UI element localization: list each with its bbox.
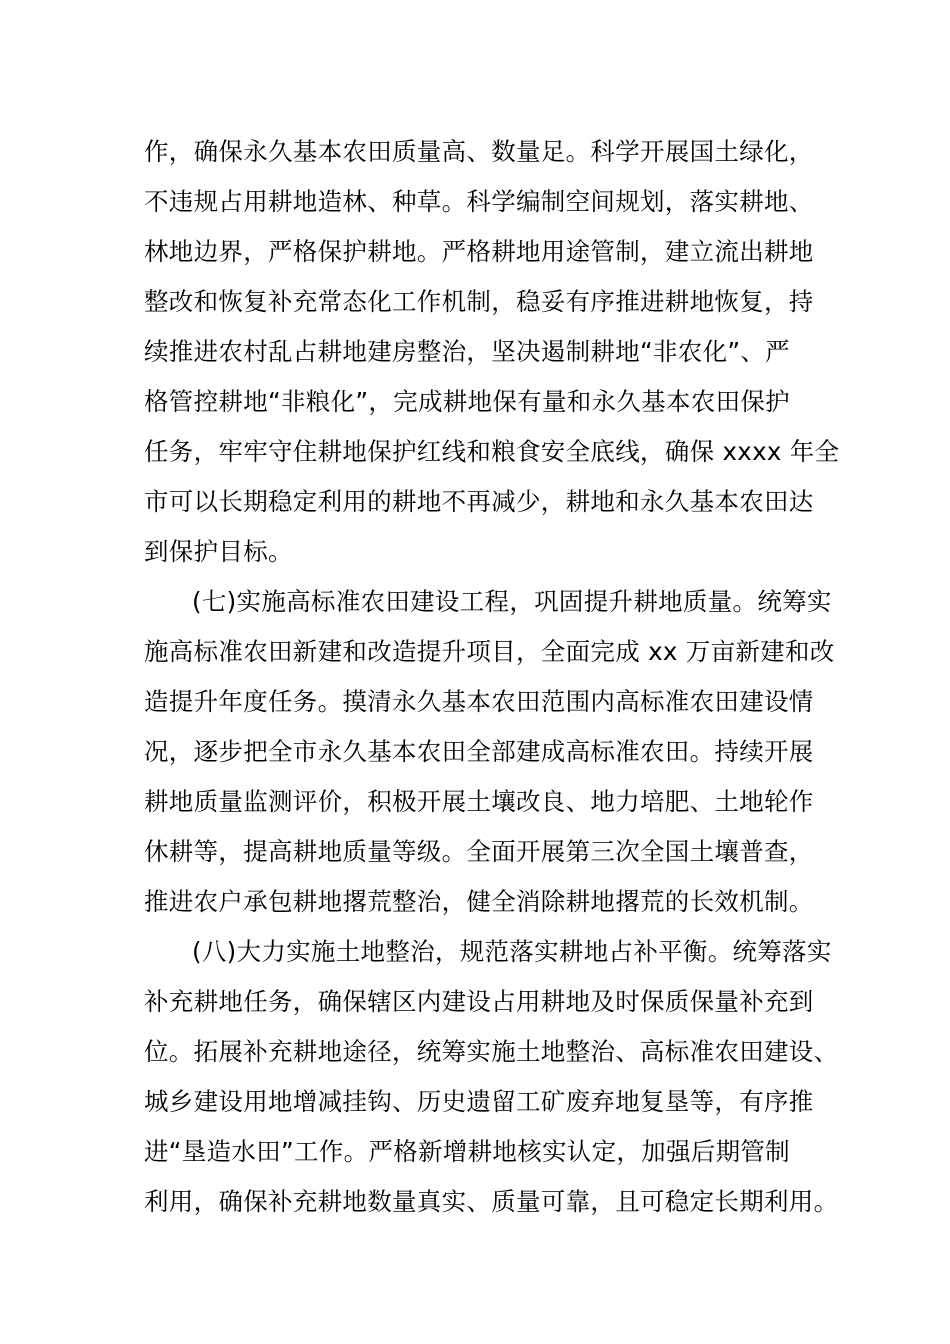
text-line: 造提升年度任务。摸清永久基本农田范围内高标准农田建设情 <box>144 687 814 716</box>
text-line: 不违规占用耕地造林、种草。科学编制空间规划，落实耕地、 <box>144 187 814 216</box>
body-text <box>144 127 840 1227</box>
text-line: 位。拓展补充耕地途径，统筹实施土地整治、高标准农田建设、 <box>144 1037 839 1066</box>
text-line: 续推进农村乱占耕地建房整治，坚决遏制耕地“非农化”、严 <box>144 337 790 366</box>
text-line: 补充耕地任务，确保辖区内建设占用耕地及时保质保量补充到 <box>144 987 814 1016</box>
text-line: 况，逐步把全市永久基本农田全部建成高标准农田。持续开展 <box>144 737 814 766</box>
text-line: 城乡建设用地增减挂钩、历史遗留工矿废弃地复垦等，有序推 <box>144 1087 814 1116</box>
paragraph-start-line: (七)实施高标准农田建设工程，巩固提升耕地质量。统筹实 <box>192 587 832 616</box>
text-line: 利用，确保补充耕地数量真实、质量可靠，且可稳定长期利用。 <box>144 1187 839 1216</box>
text-line: 进“垦造水田”工作。严格新增耕地核实认定，加强后期管制 <box>144 1137 790 1166</box>
paragraph-start-line: (八)大力实施土地整治，规范落实耕地占补平衡。统筹落实 <box>192 937 832 966</box>
text-line: 整改和恢复补充常态化工作机制，稳妥有序推进耕地恢复，持 <box>144 287 814 316</box>
text-line: 市可以长期稳定利用的耕地不再减少，耕地和永久基本农田达 <box>144 487 814 516</box>
text-line: 休耕等，提高耕地质量等级。全面开展第三次全国土壤普查， <box>144 837 814 866</box>
text-line: 作，确保永久基本农田质量高、数量足。科学开展国土绿化， <box>144 137 814 166</box>
text-line: 林地边界，严格保护耕地。严格耕地用途管制，建立流出耕地 <box>144 237 814 266</box>
text-line: 施高标准农田新建和改造提升项目，全面完成 xx 万亩新建和改 <box>144 637 835 666</box>
text-line: 推进农户承包耕地撂荒整治，健全消除耕地撂荒的长效机制。 <box>144 887 814 916</box>
text-line: 耕地质量监测评价，积极开展土壤改良、地力培肥、土地轮作 <box>144 787 814 816</box>
text-line: 格管控耕地“非粮化”，完成耕地保有量和永久基本农田保护 <box>144 387 790 416</box>
text-line: 任务，牢牢守住耕地保护红线和粮食安全底线，确保 xxxx 年全 <box>144 437 840 466</box>
text-line: 到保护目标。 <box>144 537 293 566</box>
